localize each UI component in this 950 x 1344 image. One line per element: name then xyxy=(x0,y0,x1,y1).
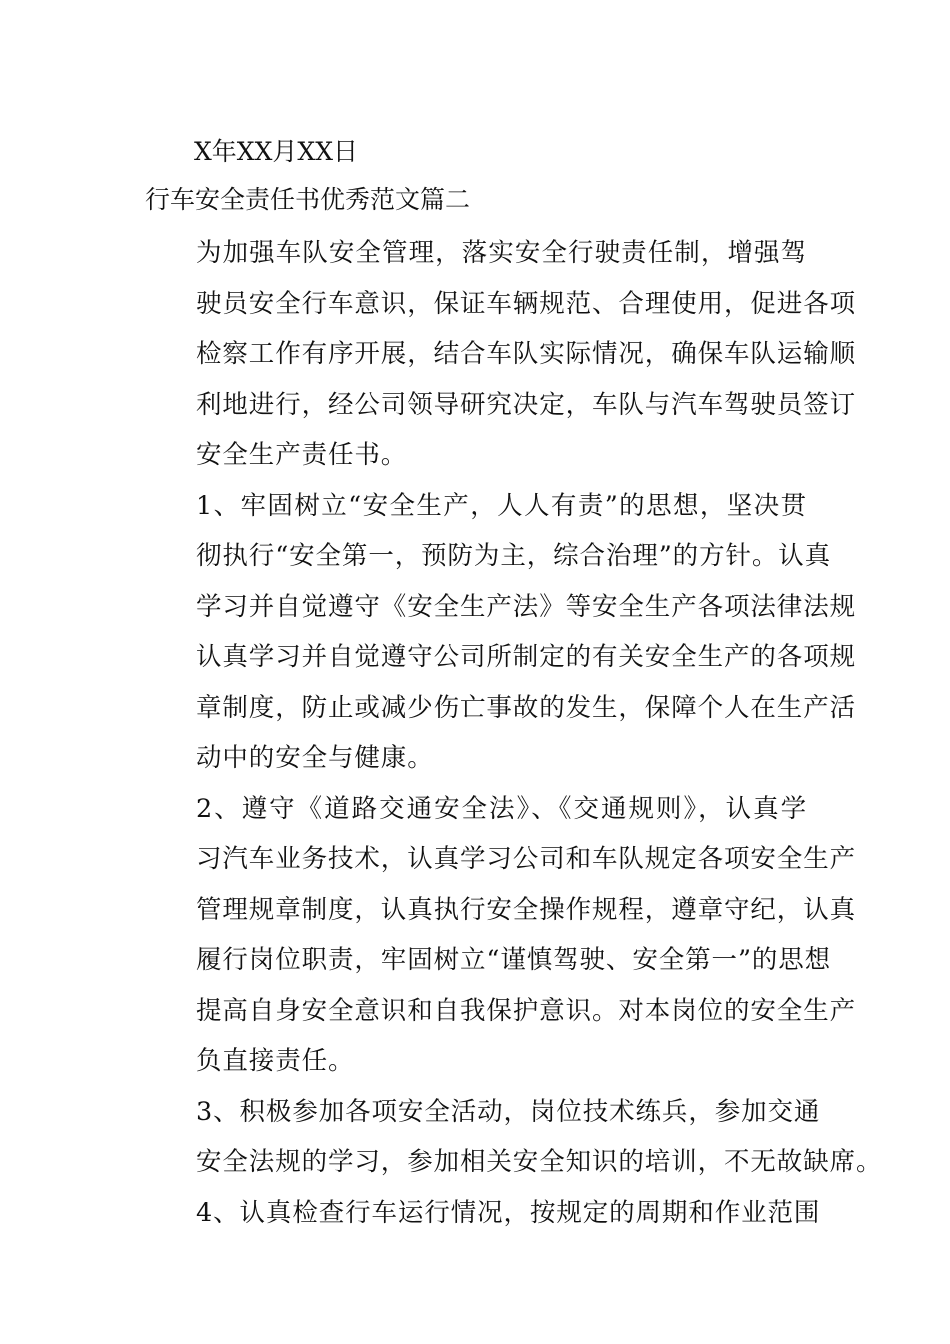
paragraph-line: 2、遵守《道路交通安全法》、《交通规则》，认真学 xyxy=(196,793,807,824)
paragraph-item-4 xyxy=(145,1188,821,1239)
paragraph-item-2 xyxy=(145,784,857,1087)
paragraph-line: 认真学习并自觉遵守公司所制定的有关安全生产的各项规 xyxy=(196,642,857,672)
paragraph-item-1 xyxy=(145,481,857,784)
document-body xyxy=(145,228,883,1238)
paragraph-line: 检察工作有序开展，结合车队实际情况，确保车队运输顺 xyxy=(196,339,857,369)
paragraph-line: 管理规章制度，认真执行安全操作规程，遵章守纪，认真 xyxy=(196,894,857,925)
paragraph-line: 3、积极参加各项安全活动，岗位技术练兵，参加交通 xyxy=(196,1096,821,1127)
paragraph-intro xyxy=(145,228,857,481)
document-title: 行车安全责任书优秀范文篇二 xyxy=(145,185,471,214)
paragraph-line: 驶员安全行车意识，保证车辆规范、合理使用，促进各项 xyxy=(196,288,857,319)
paragraph-line: 利地进行，经公司领导研究决定，车队与汽车驾驶员签订 xyxy=(196,389,857,420)
paragraph-line: 动中的安全与健康。 xyxy=(196,743,434,773)
paragraph-line: 安全生产责任书。 xyxy=(196,440,408,470)
paragraph-line: 履行岗位职责，牢固树立“谨慎驾驶、安全第一”的思想 xyxy=(196,945,832,975)
paragraph-line: 章制度，防止或减少伤亡事故的发生，保障个人在生产活 xyxy=(196,692,857,723)
paragraph-item-3 xyxy=(145,1087,883,1188)
paragraph-line: 负直接责任。 xyxy=(196,1046,355,1076)
paragraph-line: 为加强车队安全管理，落实安全行驶责任制，增强驾 xyxy=(196,238,807,268)
paragraph-line: 1、牢固树立“安全生产，人人有责”的思想，坚决贯 xyxy=(196,490,807,521)
paragraph-line: 安全法规的学习，参加相关安全知识的培训，不无故缺席。 xyxy=(196,1147,883,1177)
paragraph-line: 彻执行“安全第一，预防为主，综合治理”的方针。认真 xyxy=(196,541,832,571)
paragraph-line: 4、认真检查行车运行情况，按规定的周期和作业范围 xyxy=(196,1197,821,1228)
paragraph-line: 提高自身安全意识和自我保护意识。对本岗位的安全生产 xyxy=(196,995,857,1026)
date-line: X年XX月XX日 xyxy=(194,137,358,166)
paragraph-line: 学习并自觉遵守《安全生产法》等安全生产各项法律法规 xyxy=(196,591,857,622)
paragraph-line: 习汽车业务技术，认真学习公司和车队规定各项安全生产 xyxy=(196,844,857,874)
